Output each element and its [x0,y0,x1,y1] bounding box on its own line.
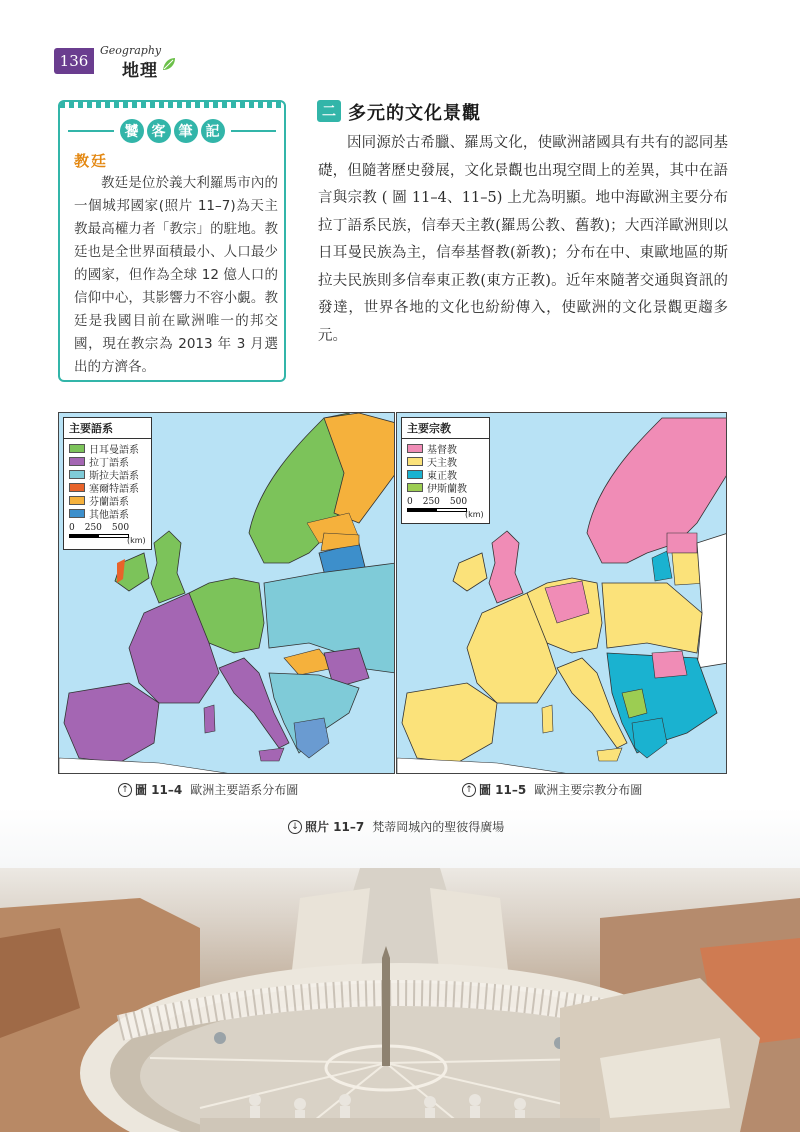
scale-number: 0 [407,497,413,507]
note-title-line-right [231,130,277,132]
scale-number: 0 [69,523,75,533]
note-title-line-left [68,130,114,132]
brand-english: Geography [100,44,162,57]
note-title-char: 筆 [174,119,198,143]
section-body: 因同源於古希臘、羅馬文化，使歐洲諸國具有共有的認同基礎，但隨著歷史發展，文化景觀也出現空間上的差異，其中在語言與宗教 ( 圖 11–4、11–5) 上尤為明顯。地中海歐洲主要分布拉丁語系民族，信奉天主教(羅馬公教、舊教)；大西洋歐洲則以日耳曼民族為主，信奉基督教(新教)；分布在中、東歐地區的斯拉夫民族則多信奉東正教(東方正教)。近年來隨著交通與資訊的發達，世界各地的文化也紛紛傳入，使歐洲的文化景觀更趨多元。 [318,135,728,344]
legend-item [407,481,484,494]
note-title [120,119,225,143]
caption-text: 歐洲主要宗教分布圖 [534,783,643,797]
language-legend [63,417,152,550]
legend-swatch [69,483,85,492]
scale-bar [69,523,146,545]
caption-label: 圖 11–4 [135,783,183,797]
legend-swatch [69,496,85,505]
legend-item [69,507,146,520]
legend-swatch [407,457,423,466]
note-title-char: 客 [147,119,171,143]
language-map [58,412,395,774]
scale-unit: (km) [465,510,484,519]
scale-graphic [69,534,129,538]
photo-caption [288,818,504,835]
brand-chinese: 地理 [122,61,158,81]
arrow-up-icon: ↑ [462,783,476,797]
language-map-caption [118,781,298,798]
section-marker: 二 [317,100,341,122]
section-title: 多元的文化景觀 [348,103,481,124]
scale-number: 250 [84,523,102,533]
note-title-char: 饕 [120,119,144,143]
legend-label: 天主教 [427,458,457,469]
legend-label: 斯拉夫語系 [89,471,139,482]
legend-label: 基督教 [427,445,457,456]
note-title-row [68,118,276,144]
note-body: 教廷是位於義大利羅馬市內的一個城邦國家(照片 11–7)為天主教最高權力者「教宗」的駐地。教廷也是全世界面積最小、人口最少的國家，但作為全球 12 億人口的信仰中心，其影響力不容小覷。教廷是我國目前在歐洲唯一的邦交國，現在教宗為 2013 年 3 月選出的方濟各。 [74,175,278,375]
legend-label: 芬蘭語系 [89,497,129,508]
leaf-icon [162,57,176,71]
legend-swatch [407,444,423,453]
note-heading: 教廷 [74,152,109,170]
legend-label: 其他語系 [89,510,129,521]
religion-legend [401,417,490,524]
religion-map-caption [462,781,642,798]
gourmet-notes-box [58,100,286,382]
scale-bar [407,497,484,519]
caption-label: 圖 11–5 [479,783,527,797]
caption-text: 歐洲主要語系分布圖 [190,783,299,797]
caption-label: 照片 11–7 [305,820,365,834]
legend-label: 塞爾特語系 [89,484,139,495]
scale-number: 500 [449,497,468,507]
scale-number: 250 [422,497,440,507]
legend-label: 伊斯蘭教 [427,484,467,495]
legend-label: 日耳曼語系 [89,445,139,456]
st-peters-square-photo [0,808,800,1132]
arrow-down-icon: ↓ [288,820,302,834]
legend-label: 拉丁語系 [89,458,129,469]
legend-label: 東正教 [427,471,457,482]
scale-number: 500 [111,523,130,533]
religion-map [396,412,727,774]
legend-swatch [69,509,85,518]
legend-swatch [69,457,85,466]
legend-swatch [69,470,85,479]
scale-graphic [407,508,467,512]
brand-logo [100,44,180,80]
legend-title: 主要宗教 [402,418,489,439]
scale-unit: (km) [127,536,146,545]
legend-swatch [407,483,423,492]
arrow-up-icon: ↑ [118,783,132,797]
page-number: 136 [54,48,94,74]
legend-swatch [407,470,423,479]
photo-graphic [0,808,800,1132]
legend-swatch [69,444,85,453]
note-dash-border [60,100,284,108]
note-title-char: 記 [201,119,225,143]
caption-text: 梵蒂岡城內的聖彼得廣場 [372,820,505,834]
legend-title: 主要語系 [64,418,151,439]
